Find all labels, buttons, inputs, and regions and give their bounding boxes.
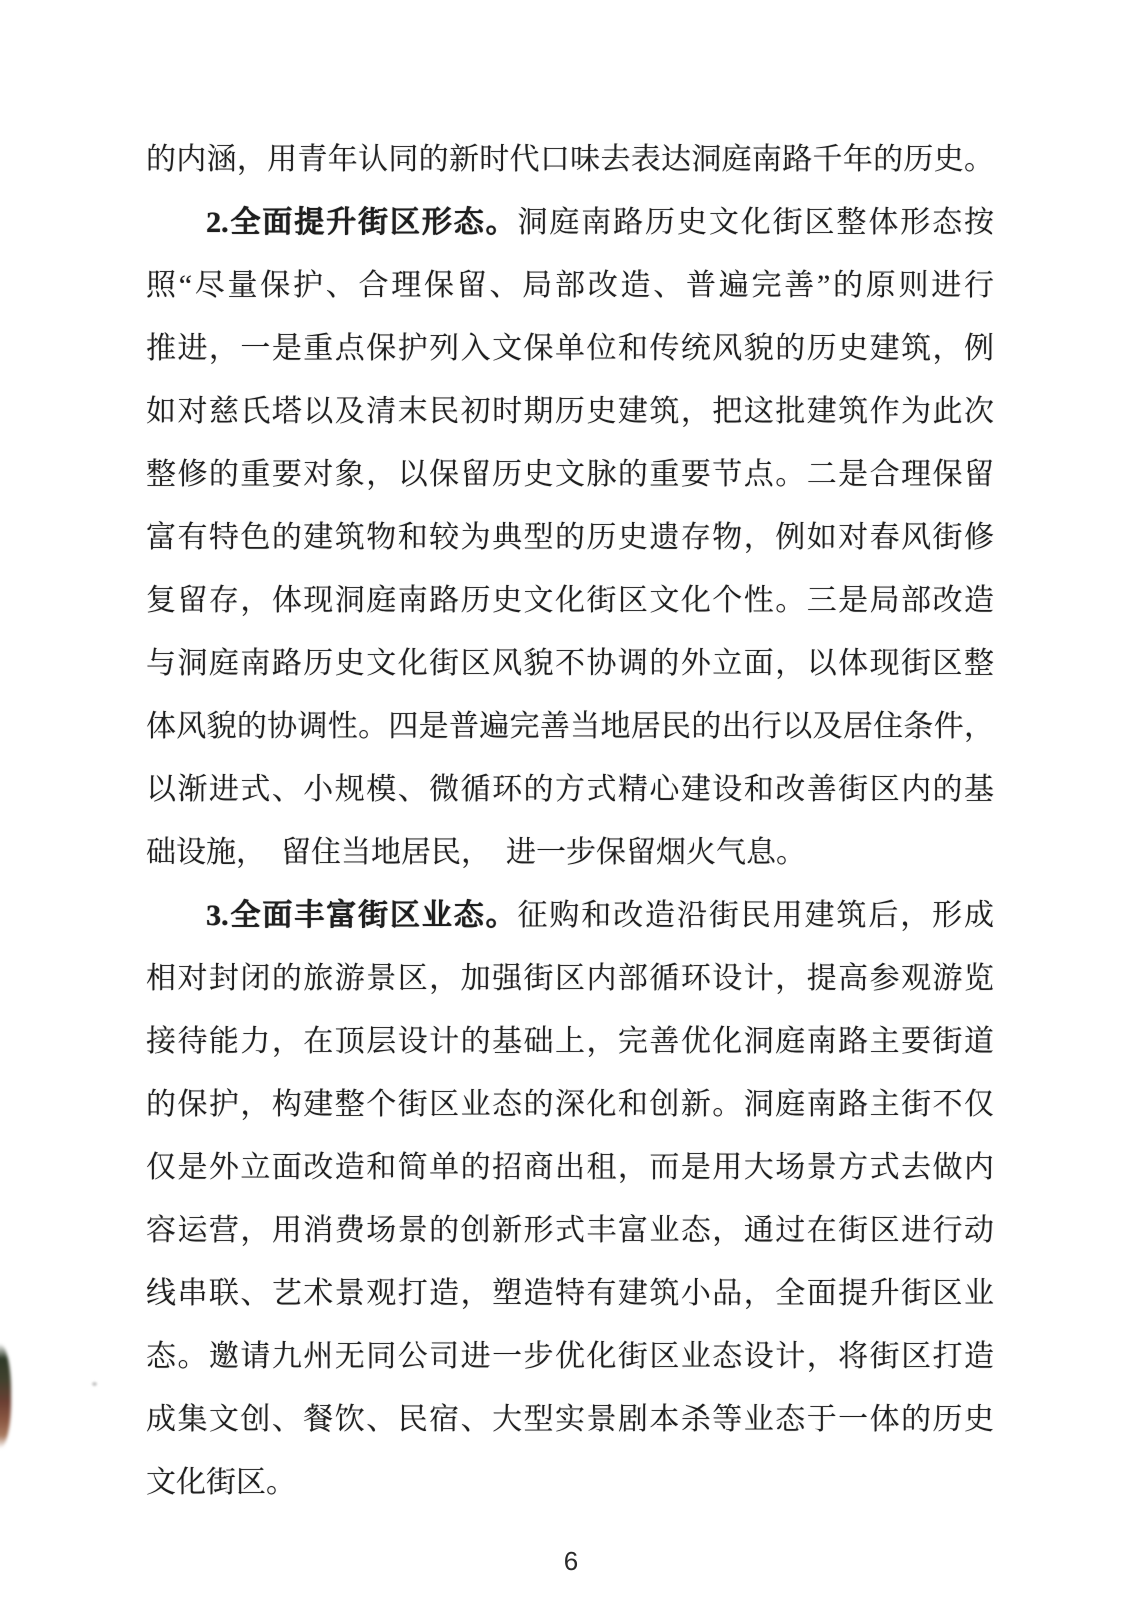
body-text-run: 的内涵，用青年认同的新时代口味去表达洞庭南路千年的历史。 bbox=[146, 143, 994, 176]
text-line bbox=[146, 191, 994, 254]
text-line bbox=[146, 884, 994, 947]
body-text-run: 复留存，体现洞庭南路历史文化街区文化个性。三是局部改造 bbox=[146, 584, 994, 617]
text-line bbox=[146, 1262, 994, 1325]
body-text-run: 仅是外立面改造和简单的招商出租，而是用大场景方式去做内 bbox=[146, 1151, 994, 1184]
text-line bbox=[146, 317, 994, 380]
body-text-run: 推进，一是重点保护列入文保单位和传统风貌的历史建筑，例 bbox=[146, 332, 994, 365]
text-line bbox=[146, 758, 994, 821]
text-line bbox=[146, 1451, 994, 1514]
text-line bbox=[146, 1325, 994, 1388]
text-line bbox=[146, 506, 994, 569]
text-line bbox=[146, 632, 994, 695]
document-text bbox=[146, 128, 994, 1514]
text-line bbox=[146, 1199, 994, 1262]
body-text-run: 以渐进式、小规模、微循环的方式精心建设和改善街区内的基 bbox=[146, 773, 994, 806]
text-line bbox=[146, 380, 994, 443]
body-text-run: 文化街区。 bbox=[146, 1466, 296, 1499]
body-text-run: 容运营，用消费场景的创新形式丰富业态，通过在街区进行动 bbox=[146, 1214, 994, 1247]
body-text-run: 与洞庭南路历史文化街区风貌不协调的外立面，以体现街区整 bbox=[146, 647, 994, 680]
text-line bbox=[146, 695, 994, 758]
body-text-run: 整修的重要对象，以保留历史文脉的重要节点。二是合理保留 bbox=[146, 458, 994, 491]
text-line bbox=[146, 1073, 994, 1136]
body-text-run: 富有特色的建筑物和较为典型的历史遗存物，例如对春风街修 bbox=[146, 521, 994, 554]
section-heading-run: 3.全面丰富街区业态。 bbox=[206, 899, 518, 932]
text-line bbox=[146, 254, 994, 317]
body-text-run: 线串联、艺术景观打造，塑造特有建筑小品，全面提升街区业 bbox=[146, 1277, 994, 1310]
body-text-run: 体风貌的协调性。四是普遍完善当地居民的出行以及居住条件， bbox=[146, 710, 994, 743]
text-line bbox=[146, 1136, 994, 1199]
text-line bbox=[146, 1010, 994, 1073]
body-text-run: 照“尽量保护、合理保留、局部改造、普遍完善”的原则进行 bbox=[146, 269, 994, 302]
body-text-run: 成集文创、餐饮、民宿、大型实景剧本杀等业态于一体的历史 bbox=[146, 1403, 994, 1436]
body-text-run: 如对慈氏塔以及清末民初时期历史建筑，把这批建筑作为此次 bbox=[146, 395, 994, 428]
text-line bbox=[146, 947, 994, 1010]
body-text-run: 态。邀请九州无同公司进一步优化街区业态设计，将街区打造 bbox=[146, 1340, 994, 1373]
body-text-run: 征购和改造沿街民用建筑后，形成 bbox=[517, 899, 995, 932]
body-text-run: 础设施， 留住当地居民， 进一步保留烟火气息。 bbox=[146, 836, 806, 869]
text-line bbox=[146, 1388, 994, 1451]
body-text-run: 洞庭南路历史文化街区整体形态按 bbox=[517, 206, 995, 239]
scan-speck bbox=[92, 1382, 97, 1386]
text-line bbox=[146, 821, 994, 884]
text-line bbox=[146, 443, 994, 506]
body-text-run: 相对封闭的旅游景区，加强街区内部循环设计，提高参观游览 bbox=[146, 962, 994, 995]
photo-edge-artifact bbox=[0, 1344, 11, 1448]
section-heading-run: 2.全面提升街区形态。 bbox=[206, 206, 518, 239]
body-text-run: 接待能力，在顶层设计的基础上，完善优化洞庭南路主要街道 bbox=[146, 1025, 994, 1058]
text-line bbox=[146, 128, 994, 191]
body-text-run: 的保护，构建整个街区业态的深化和创新。洞庭南路主街不仅 bbox=[146, 1088, 994, 1121]
text-line bbox=[146, 569, 994, 632]
page-number: 6 bbox=[563, 1546, 579, 1576]
